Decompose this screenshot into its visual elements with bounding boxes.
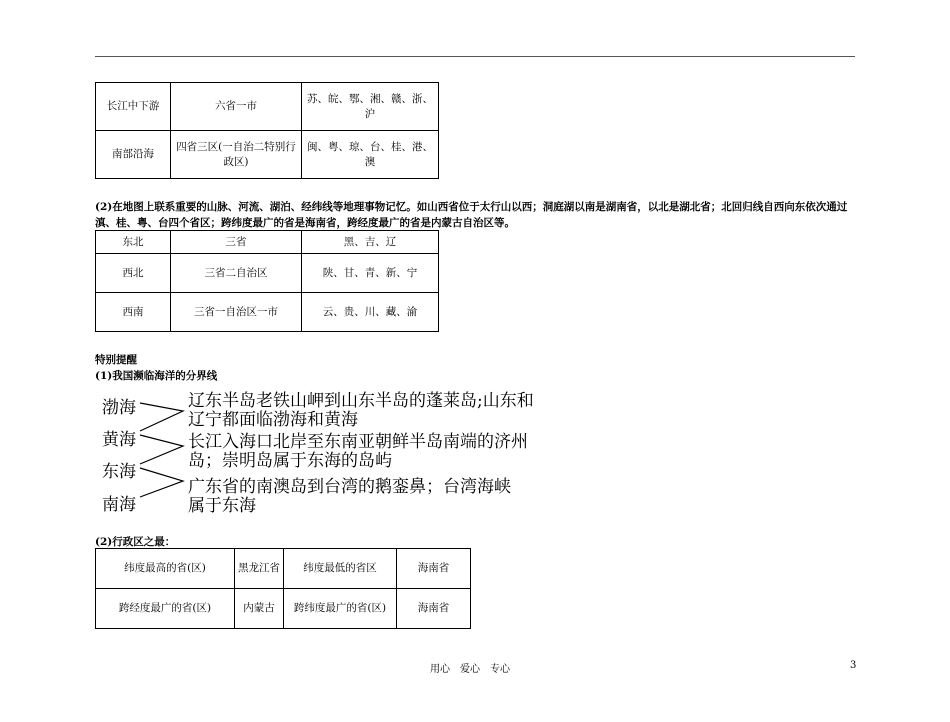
bracket-huanghai-donghai	[140, 435, 183, 464]
region-table-1	[95, 82, 439, 179]
table-row	[96, 83, 439, 131]
boundary-bohai-huanghai: 辽东半岛老铁山岬到山东半岛的蓬莱岛;山东和 辽宁都面临渤海和黄海	[188, 391, 534, 430]
label-cell: 纬度最高的省(区)	[96, 549, 235, 589]
table-row	[96, 254, 439, 293]
bracket-donghai-nanhai	[140, 468, 183, 497]
region-cell: 东北	[96, 231, 171, 254]
paragraph-2: (2)在地图上联系重要的山脉、河流、湖泊、经纬线等地理事物记忆。如山西省位于太行山以西；洞庭湖以南是湖南省，以北是湖北省；北回归线自西向东依次通过滇、桂、粤、台四个省区；跨纬度最广的省是海南省，跨经度最广的省是内蒙古自治区等。	[95, 201, 848, 229]
region-cell: 西南	[96, 293, 171, 332]
provinces-cell: 闽、粤、琼、台、桂、港、澳	[302, 131, 439, 179]
value-cell: 海南省	[397, 549, 471, 589]
provinces-cell: 苏、皖、鄂、湘、赣、浙、沪	[302, 83, 439, 131]
label-cell: 纬度最低的省区	[284, 549, 397, 589]
table-row	[96, 589, 471, 629]
sea-name-nanhai: 南海	[102, 495, 136, 515]
value-cell: 黑龙江省	[235, 549, 284, 589]
table-row	[96, 131, 439, 179]
label-cell: 跨经度最广的省(区)	[96, 589, 235, 629]
count-cell: 三省	[171, 231, 302, 254]
sea-name-bohai: 渤海	[102, 398, 136, 418]
sea-name-donghai: 东海	[102, 462, 136, 482]
special-title: 特别提醒	[95, 354, 137, 366]
sub1-title: (1)我国濒临海洋的分界线	[95, 370, 218, 382]
count-cell: 四省三区(一自治二特别行政区)	[171, 131, 302, 179]
value-cell: 海南省	[397, 589, 471, 629]
provinces-cell: 陕、甘、青、新、宁	[302, 254, 439, 293]
bracket-bohai-huanghai	[140, 403, 183, 431]
footer-motto: 用心 爱心 专心	[430, 664, 510, 675]
table-row	[96, 293, 439, 332]
count-cell: 三省二自治区	[171, 254, 302, 293]
sea-name-huanghai: 黄海	[102, 430, 136, 450]
table-row	[96, 231, 439, 254]
page-number: 3	[850, 660, 857, 671]
boundary-bracket-lines	[95, 388, 190, 518]
admin-extremes-table	[95, 548, 471, 629]
count-cell: 三省一自治区一市	[171, 293, 302, 332]
provinces-cell: 云、贵、川、藏、渝	[302, 293, 439, 332]
region-cell: 南部沿海	[96, 131, 171, 179]
region-cell: 西北	[96, 254, 171, 293]
value-cell: 内蒙古	[235, 589, 284, 629]
boundary-donghai-nanhai: 广东省的南澳岛到台湾的鹅銮鼻；台湾海峡 属于东海	[188, 477, 511, 516]
header-rule	[95, 56, 855, 57]
table-row	[96, 549, 471, 589]
sub2-title: (2)行政区之最：	[95, 536, 176, 548]
count-cell: 六省一市	[171, 83, 302, 131]
region-table-2	[95, 230, 439, 332]
boundary-huanghai-donghai: 长江入海口北岸至东南亚朝鲜半岛南端的济州 岛；崇明岛属于东海的岛屿	[188, 432, 528, 471]
provinces-cell: 黑、吉、辽	[302, 231, 439, 254]
region-cell: 长江中下游	[96, 83, 171, 131]
label-cell: 跨纬度最广的省(区)	[284, 589, 397, 629]
